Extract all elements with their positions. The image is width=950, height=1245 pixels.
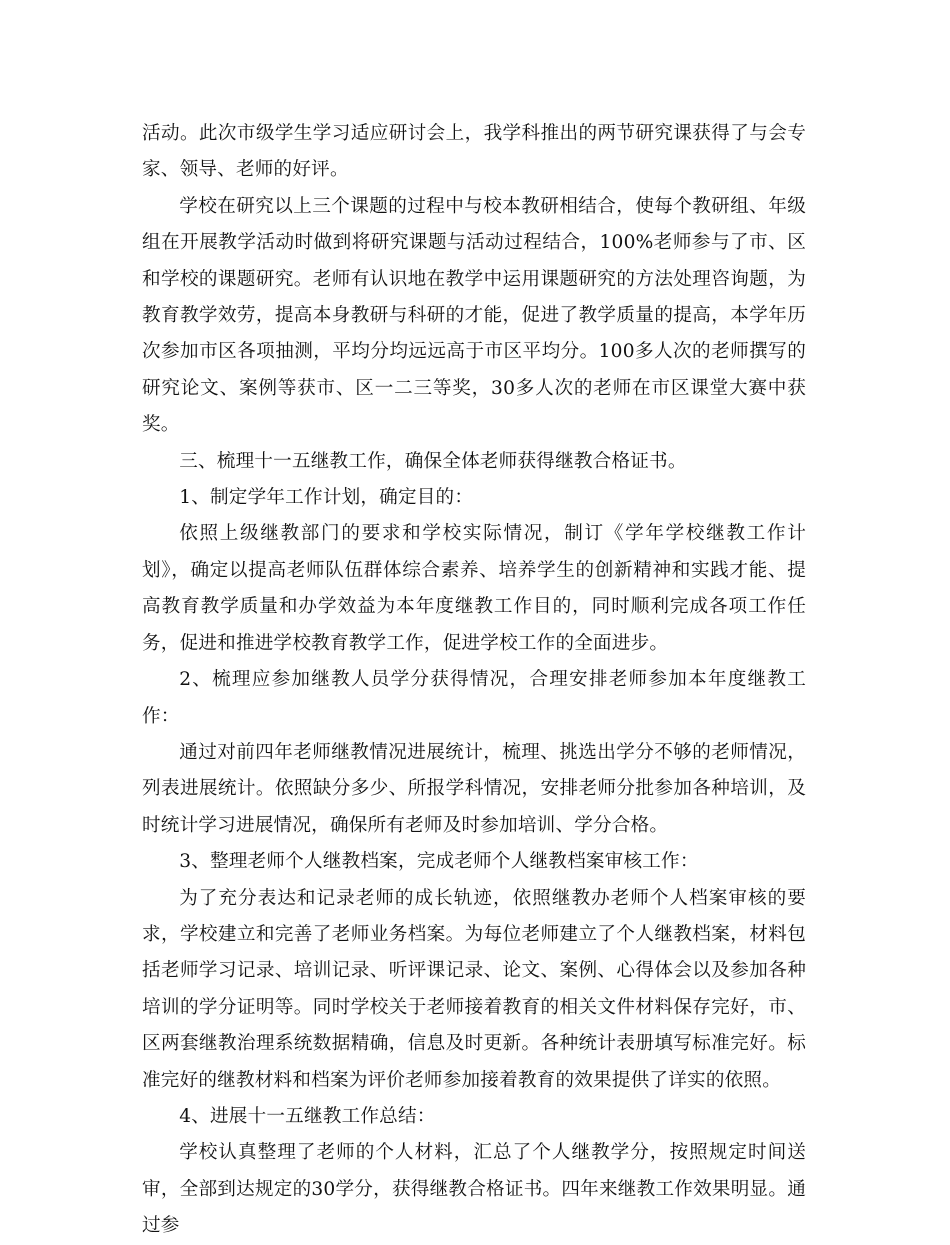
paragraph-1: 活动。此次市级学生学习适应研讨会上，我学科推出的两节研究课获得了与会专家、领导、老师的好评。 bbox=[142, 123, 806, 181]
subheading-4: 4、进展十一五继教工作总结： bbox=[179, 1105, 436, 1127]
paragraph-2: 学校在研究以上三个课题的过程中与校本教研相结合，使每个教研组、年级组在开展教学活动时做到将研究课题与活动过程结合，100%老师参与了市、区和学校的课题研究。老师有认识地在教学中运用课题研究的方法处理咨询题，为教育教学效劳，提高本身教研与科研的才能，促进了教学质量的提高，本学年历次参加市区各项抽测，平均分均远远高于市区平均分。100多人次的老师撰写的研究论文、案例等获市、区一二三等奖，30多人次的老师在市区课堂大赛中获奖。 bbox=[142, 195, 806, 436]
subheading-1: 1、制定学年工作计划，确定目的： bbox=[179, 487, 474, 509]
subheading-3: 3、整理老师个人继教档案，完成老师个人继教档案审核工作： bbox=[179, 851, 699, 873]
paragraph-9: 为了充分表达和记录老师的成长轨迹，依照继教办老师个人档案审核的要求，学校建立和完善了老师业务档案。为每位老师建立了个人继教档案，材料包括老师学习记录、培训记录、听评课记录、论文、案例、心得体会以及参加各种培训的学分证明等。同时学校关于老师接着教育的相关文件材料保存完好，市、区两套继教治理系统数据精确，信息及时更新。各种统计表册填写标准完好。标准完好的继教材料和档案为评价老师参加接着教育的效果提供了详实的依照。 bbox=[142, 887, 806, 1091]
subheading-2: 2、梳理应参加继教人员学分获得情况，合理安排老师参加本年度继教工作： bbox=[142, 669, 806, 727]
document-body bbox=[142, 116, 806, 1245]
paragraph-5: 依照上级继教部门的要求和学校实际情况，制订《学年学校继教工作计划》，确定以提高老师队伍群体综合素养、培养学生的创新精神和实践才能、提高教育教学质量和办学效益为本年度继教工作目的，同时顺利完成各项工作任务，促进和推进学校教育教学工作，促进学校工作的全面进步。 bbox=[142, 523, 806, 654]
paragraph-7: 通过对前四年老师继教情况进展统计，梳理、挑选出学分不够的老师情况，列表进展统计。依照缺分多少、所报学科情况，安排老师分批参加各种培训，及时统计学习进展情况，确保所有老师及时参加培训、学分合格。 bbox=[142, 741, 806, 836]
paragraph-11: 学校认真整理了老师的个人材料，汇总了个人继教学分，按照规定时间送审，全部到达规定的30学分，获得继教合格证书。四年来继教工作效果明显。通过参 bbox=[142, 1142, 806, 1237]
section-heading-3: 三、梳理十一五继教工作，确保全体老师获得继教合格证书。 bbox=[179, 450, 687, 472]
